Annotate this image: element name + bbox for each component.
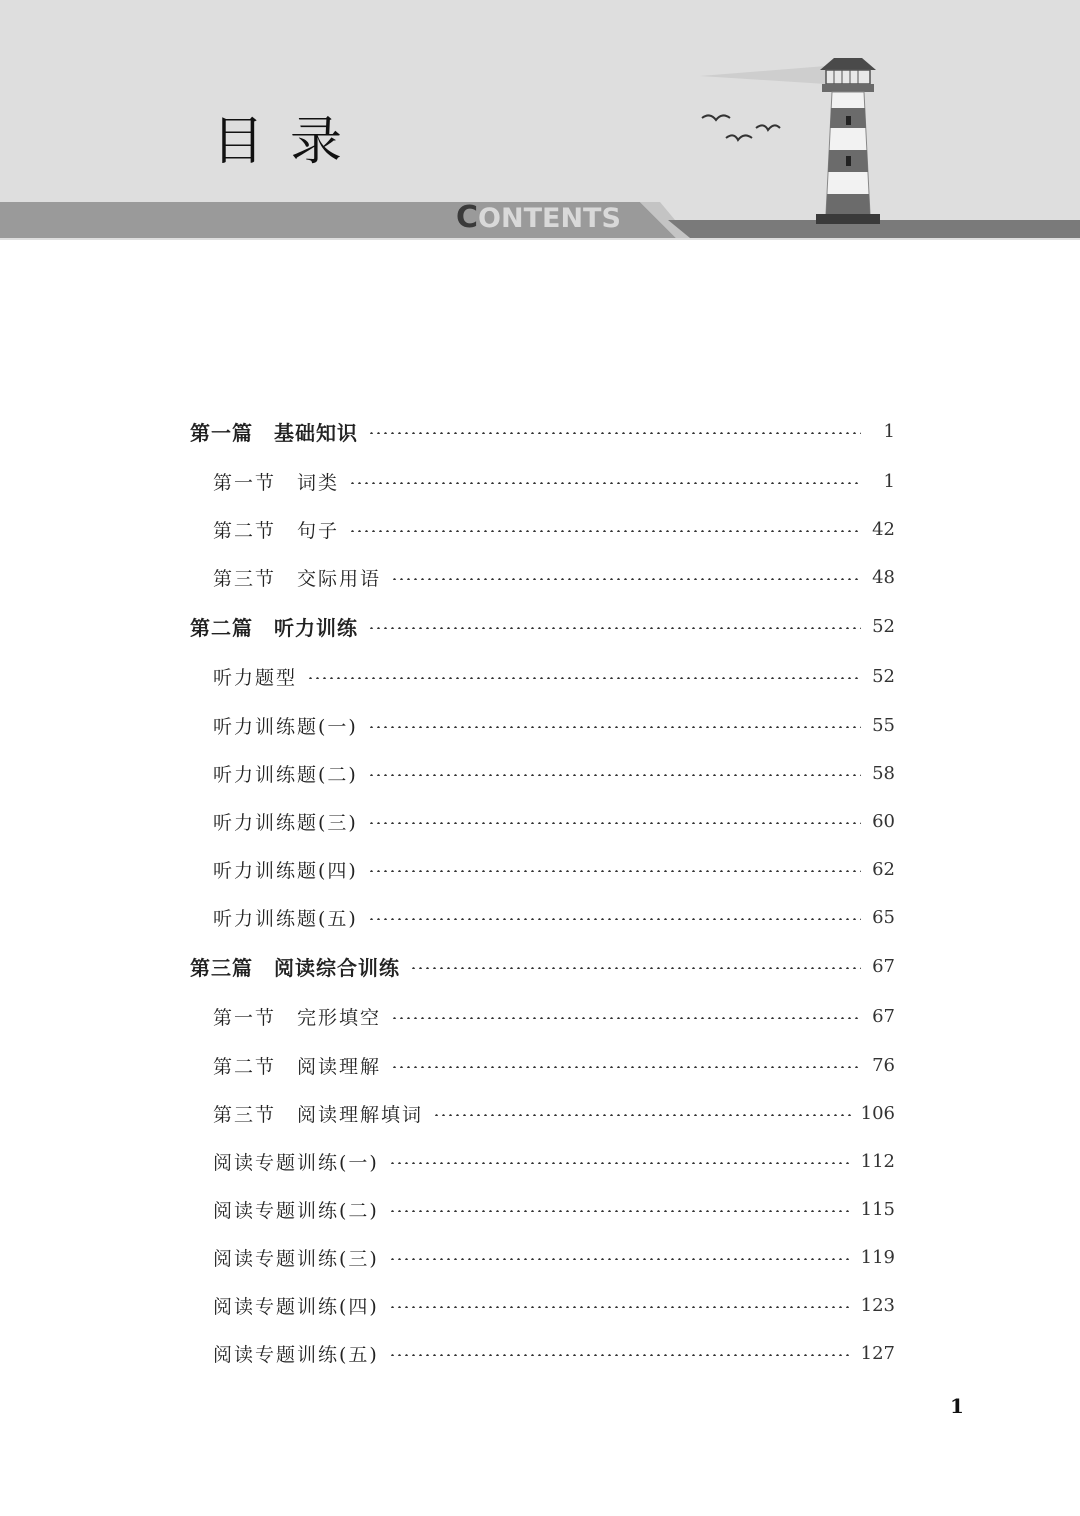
- toc-entry-page: 42: [872, 518, 895, 540]
- toc-entry[interactable]: [213, 514, 895, 544]
- page-title: 目录: [212, 112, 369, 172]
- toc-entry-page: 1: [883, 420, 895, 442]
- toc-entry-label: 阅读专题训练(五): [213, 1343, 379, 1366]
- contents-label-first: C: [456, 200, 479, 235]
- toc-entry-page: 106: [860, 1102, 895, 1124]
- toc-entry-page: 52: [872, 615, 895, 637]
- toc-entry-page: 123: [860, 1294, 895, 1316]
- toc-leader-dots: [433, 1114, 851, 1116]
- toc-entry[interactable]: [213, 1098, 895, 1128]
- toc-entry-label: 听力训练题(四): [213, 859, 358, 882]
- toc-leader-dots: [391, 578, 861, 580]
- contents-label-rest: ONTENTS: [478, 203, 621, 234]
- toc-entry[interactable]: [213, 562, 895, 592]
- toc-entry-page: 52: [872, 665, 895, 687]
- contents-label: [456, 200, 621, 235]
- toc-entry[interactable]: [213, 1290, 895, 1320]
- toc-entry-page: 115: [860, 1198, 895, 1220]
- toc-entry-label: 第一节 完形填空: [213, 1006, 382, 1029]
- birds-icon: [702, 115, 780, 140]
- toc-entry[interactable]: [213, 1242, 895, 1272]
- toc-leader-dots: [368, 627, 861, 629]
- toc-entry-page: 112: [860, 1150, 895, 1172]
- toc-leader-dots: [391, 1066, 861, 1068]
- toc-entry-label: 阅读专题训练(一): [213, 1151, 379, 1174]
- toc-entry[interactable]: [213, 466, 895, 496]
- toc-entry-label: 阅读专题训练(三): [213, 1247, 379, 1270]
- toc-entry-page: 67: [872, 955, 895, 977]
- toc-leader-dots: [368, 822, 861, 824]
- toc-leader-dots: [307, 677, 861, 679]
- toc-entry-label: 听力训练题(二): [213, 763, 358, 786]
- toc-entry[interactable]: [213, 902, 895, 932]
- toc-leader-dots: [389, 1210, 851, 1212]
- toc-entry-label: 第一篇 基础知识: [190, 420, 358, 445]
- toc-entry-label: 阅读专题训练(二): [213, 1199, 379, 1222]
- toc-entry-page: 60: [872, 810, 895, 832]
- toc-entry-label: 第二节 阅读理解: [213, 1055, 382, 1078]
- toc-leader-dots: [349, 482, 861, 484]
- toc-entry[interactable]: [213, 758, 895, 788]
- page-number: 1: [950, 1394, 964, 1418]
- toc-leader-dots: [368, 726, 861, 728]
- toc-leader-dots: [368, 870, 861, 872]
- toc-leader-dots: [389, 1162, 851, 1164]
- toc-entry-page: 127: [860, 1342, 895, 1364]
- toc-entry-page: 76: [872, 1054, 895, 1076]
- toc-entry[interactable]: [190, 951, 895, 981]
- toc-entry-label: 第一节 词类: [213, 471, 340, 494]
- toc-entry-page: 62: [872, 858, 895, 880]
- toc-entry[interactable]: [213, 1146, 895, 1176]
- toc-entry[interactable]: [213, 854, 895, 884]
- toc-entry[interactable]: [190, 611, 895, 641]
- toc-entry-page: 55: [872, 714, 895, 736]
- toc-entry-label: 第二节 句子: [213, 519, 340, 542]
- toc-entry-page: 65: [872, 906, 895, 928]
- toc-entry[interactable]: [213, 661, 895, 691]
- toc-entry-page: 1: [883, 470, 895, 492]
- toc-entry[interactable]: [213, 1194, 895, 1224]
- toc-entry[interactable]: [213, 1001, 895, 1031]
- toc-entry[interactable]: [190, 416, 895, 446]
- toc-entry-label: 听力训练题(五): [213, 907, 358, 930]
- toc-entry-label: 阅读专题训练(四): [213, 1295, 379, 1318]
- toc-leader-dots: [389, 1306, 851, 1308]
- toc-entry[interactable]: [213, 710, 895, 740]
- toc-entry-label: 第三节 阅读理解填词: [213, 1103, 424, 1126]
- toc-entry-page: 67: [872, 1005, 895, 1027]
- toc-leader-dots: [389, 1258, 851, 1260]
- toc-entry-page: 48: [872, 566, 895, 588]
- toc-entry-label: 第二篇 听力训练: [190, 615, 358, 640]
- toc-leader-dots: [389, 1354, 851, 1356]
- toc-leader-dots: [391, 1017, 861, 1019]
- lighthouse-icon: [816, 58, 880, 224]
- toc-entry-label: 第三篇 阅读综合训练: [190, 955, 400, 980]
- toc-leader-dots: [349, 530, 861, 532]
- toc-entry-label: 听力题型: [213, 666, 298, 689]
- toc-entry-label: 听力训练题(三): [213, 811, 358, 834]
- toc-leader-dots: [368, 432, 861, 434]
- toc-entry[interactable]: [213, 806, 895, 836]
- toc-entry-label: 听力训练题(一): [213, 715, 358, 738]
- toc-entry-page: 58: [872, 762, 895, 784]
- toc-leader-dots: [410, 967, 861, 969]
- toc-entry-page: 119: [860, 1246, 895, 1268]
- toc-entry[interactable]: [213, 1050, 895, 1080]
- toc-entry-label: 第三节 交际用语: [213, 567, 382, 590]
- toc-leader-dots: [368, 774, 861, 776]
- toc-entry[interactable]: [213, 1338, 895, 1368]
- toc-leader-dots: [368, 918, 861, 920]
